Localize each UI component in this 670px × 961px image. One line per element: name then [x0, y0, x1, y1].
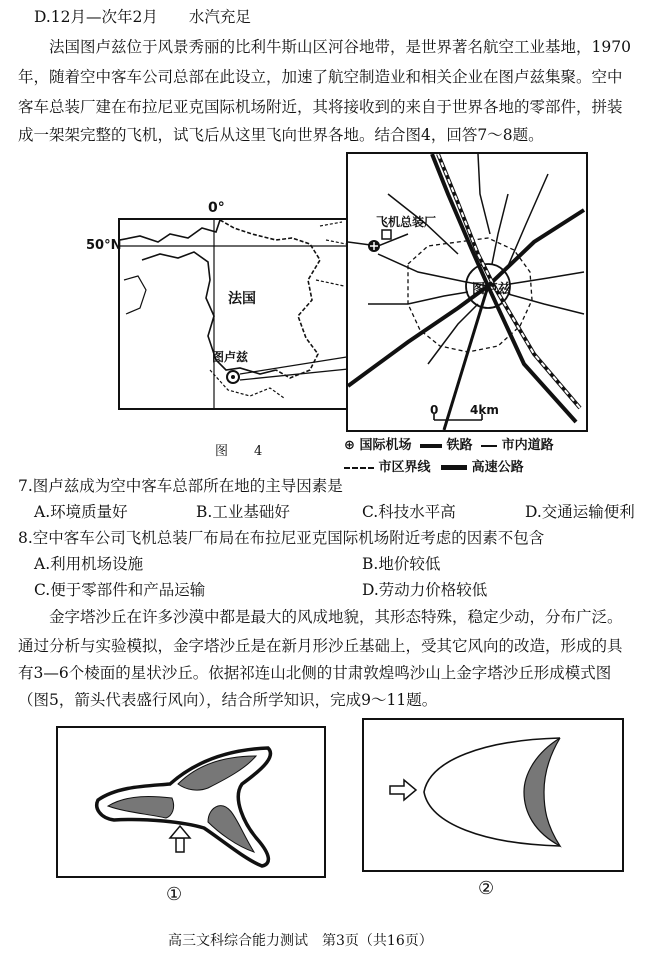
question-7-option-c: C.科技水平高 [362, 503, 456, 521]
figure-5-diagram-2 [362, 718, 624, 872]
scale-zero-label: 0 [430, 403, 439, 417]
paragraph-2-line-1: 金字塔沙丘在许多沙漠中都是最大的风成地貌，其形态特殊，稳定少动，分布广泛。 [18, 608, 623, 626]
paragraph-2-line-3: 有3—6个棱面的星状沙丘。依据祁连山北侧的甘肃敦煌鸣沙山上金字塔沙丘形成模式图 [18, 664, 612, 682]
paragraph-1-line-2: 年，随着空中客车公司总部在此设立，加速了航空制造业和相关企业在图卢兹集聚。空中 [18, 68, 623, 86]
assembly-plant-marker [382, 230, 391, 239]
legend-row-2 [344, 456, 524, 475]
toulouse-detail-map [348, 154, 586, 430]
star-dune-diagram [58, 728, 324, 876]
page-footer: 高三文科综合能力测试 第3页（共16页） [168, 933, 433, 949]
question-7-stem: 7.图卢兹成为空中客车总部所在地的主导因素是 [18, 477, 343, 495]
figure-4-right-map [346, 152, 588, 432]
question-8-option-b: B.地价较低 [362, 555, 441, 573]
legend-row-1 [344, 434, 554, 453]
legend-railway: 铁路 [446, 438, 473, 453]
question-8-option-d: D.劳动力价格较低 [362, 581, 488, 599]
figure-5-diagram-1 [56, 726, 326, 878]
longitude-label: 0° [208, 200, 225, 216]
legend-boundary: 市区界线 [378, 460, 431, 475]
legend-city-road: 市内道路 [501, 438, 554, 453]
question-8-option-c: C.便于零部件和产品运输 [34, 581, 206, 599]
scale-km-label: 4km [470, 403, 499, 417]
paragraph-1-line-4: 成一架架完整的飞机，试飞后从这里飞向世界各地。结合图4，回答7～8题。 [18, 126, 544, 144]
figure-4-caption: 图 4 [215, 444, 263, 459]
legend-highway: 高速公路 [471, 460, 524, 475]
highway-legend-icon [441, 465, 467, 470]
question-7-option-d: D.交通运输便利 [525, 503, 635, 521]
railway-legend-icon [420, 444, 442, 448]
airport-legend-icon: ⊕ [344, 438, 355, 453]
right-map-city-label: 图卢兹 [472, 282, 512, 297]
paragraph-1-line-3: 客车总装厂建在布拉尼亚克国际机场附近，其将接收到的来自于世界各地的零部件，拼装 [18, 98, 623, 116]
left-map-city-label: 图卢兹 [212, 350, 249, 364]
question-7-option-b: B.工业基础好 [196, 503, 290, 521]
question-8-option-a: A.利用机场设施 [34, 555, 144, 573]
question-7-option-a: A.环境质量好 [34, 503, 128, 521]
question-8-stem: 8.空中客车公司飞机总装厂布局在布拉尼亚克国际机场附近考虑的因素不包含 [18, 529, 545, 547]
legend-airport: 国际机场 [359, 438, 412, 453]
barchan-dune-diagram [364, 720, 622, 870]
country-label: 法国 [228, 291, 256, 307]
paragraph-2-line-2: 通过分析与实验模拟，金字塔沙丘是在新月形沙丘基础上，受其它风向的改造，形成的具 [18, 637, 623, 655]
option-line-d: D.12月—次年2月 水汽充足 [34, 8, 251, 26]
city-road-legend-icon [481, 445, 497, 447]
paragraph-1-line-1: 法国图卢兹位于风景秀丽的比利牛斯山区河谷地带，是世界著名航空工业基地，1970 [18, 38, 631, 56]
figure-5-label-1: ① [166, 884, 183, 905]
paragraph-2-line-4: （图5，箭头代表盛行风向），结合所学知识，完成9～11题。 [18, 691, 438, 709]
assembly-plant-label: 飞机总装厂 [376, 215, 437, 229]
figure-5-label-2: ② [478, 878, 495, 899]
latitude-label: 50°N [86, 238, 122, 253]
boundary-legend-icon [344, 467, 374, 469]
